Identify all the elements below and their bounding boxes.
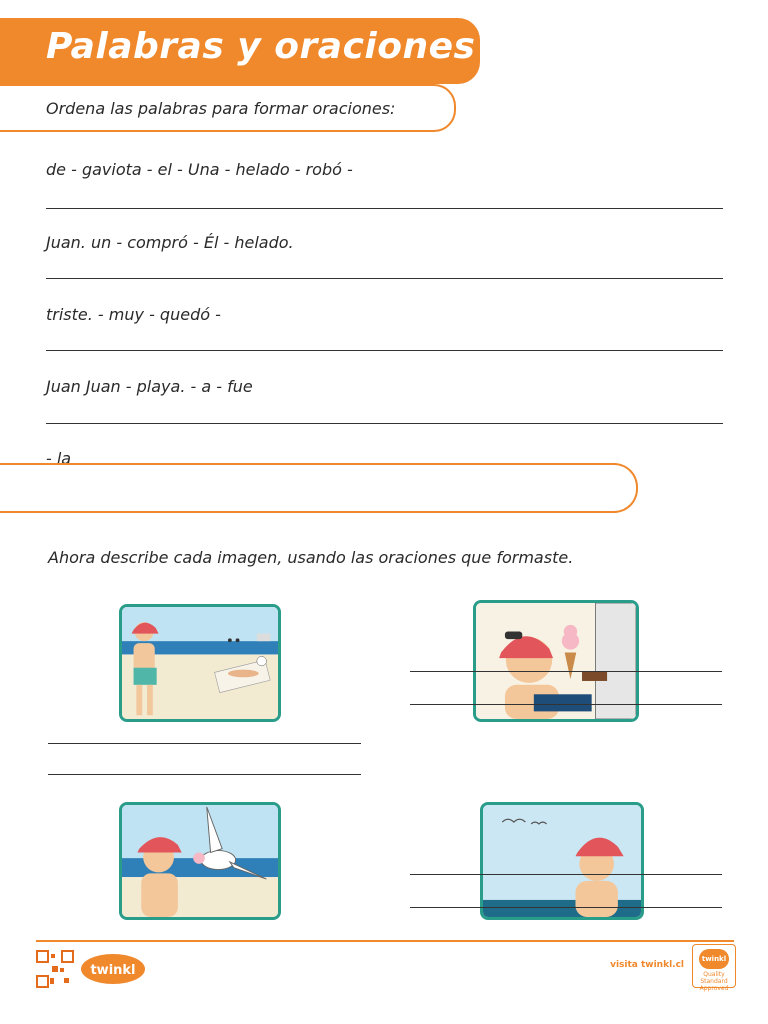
answer-line-1[interactable] (46, 208, 723, 209)
visit-link[interactable]: visita twinkl.cl (610, 960, 684, 970)
instruction-describe: Ahora describe cada imagen, usando las oraciones que formaste. (48, 548, 574, 567)
seagull-steals-picture (119, 802, 281, 920)
exercise-3: triste. - muy - quedó - (46, 305, 221, 324)
badge-text: Quality Standard Approved (699, 971, 729, 992)
write-line-1b[interactable] (48, 774, 361, 775)
exercise-2: Juan. un - compró - Él - helado. (46, 233, 294, 252)
answer-line-3[interactable] (46, 350, 723, 351)
write-line-4a[interactable] (410, 874, 722, 875)
twinkl-logo-text: twinkl (90, 963, 136, 978)
page-title: Palabras y oraciones (46, 26, 476, 67)
instruction-text: Ordena las palabras para formar oraciones: (46, 99, 396, 118)
badge-logo: twinkl (699, 949, 729, 969)
write-line-2b[interactable] (410, 704, 722, 705)
answer-line-4[interactable] (46, 423, 723, 424)
beach-picture (119, 604, 281, 722)
footer-divider (36, 940, 734, 942)
qr-code-icon (36, 950, 74, 988)
exercise-1: de - gaviota - el - Una - helado - robó - (46, 160, 353, 179)
answer-line-2[interactable] (46, 278, 723, 279)
exercise-5: - la (46, 449, 72, 468)
sad-boy-picture (480, 802, 644, 920)
write-line-4b[interactable] (410, 907, 722, 908)
write-line-1a[interactable] (48, 743, 361, 744)
write-line-2a[interactable] (410, 671, 722, 672)
section-divider-box (0, 463, 638, 513)
exercise-4: Juan Juan - playa. - a - fue (46, 377, 253, 396)
quality-badge (692, 944, 736, 992)
twinkl-logo (80, 952, 146, 986)
